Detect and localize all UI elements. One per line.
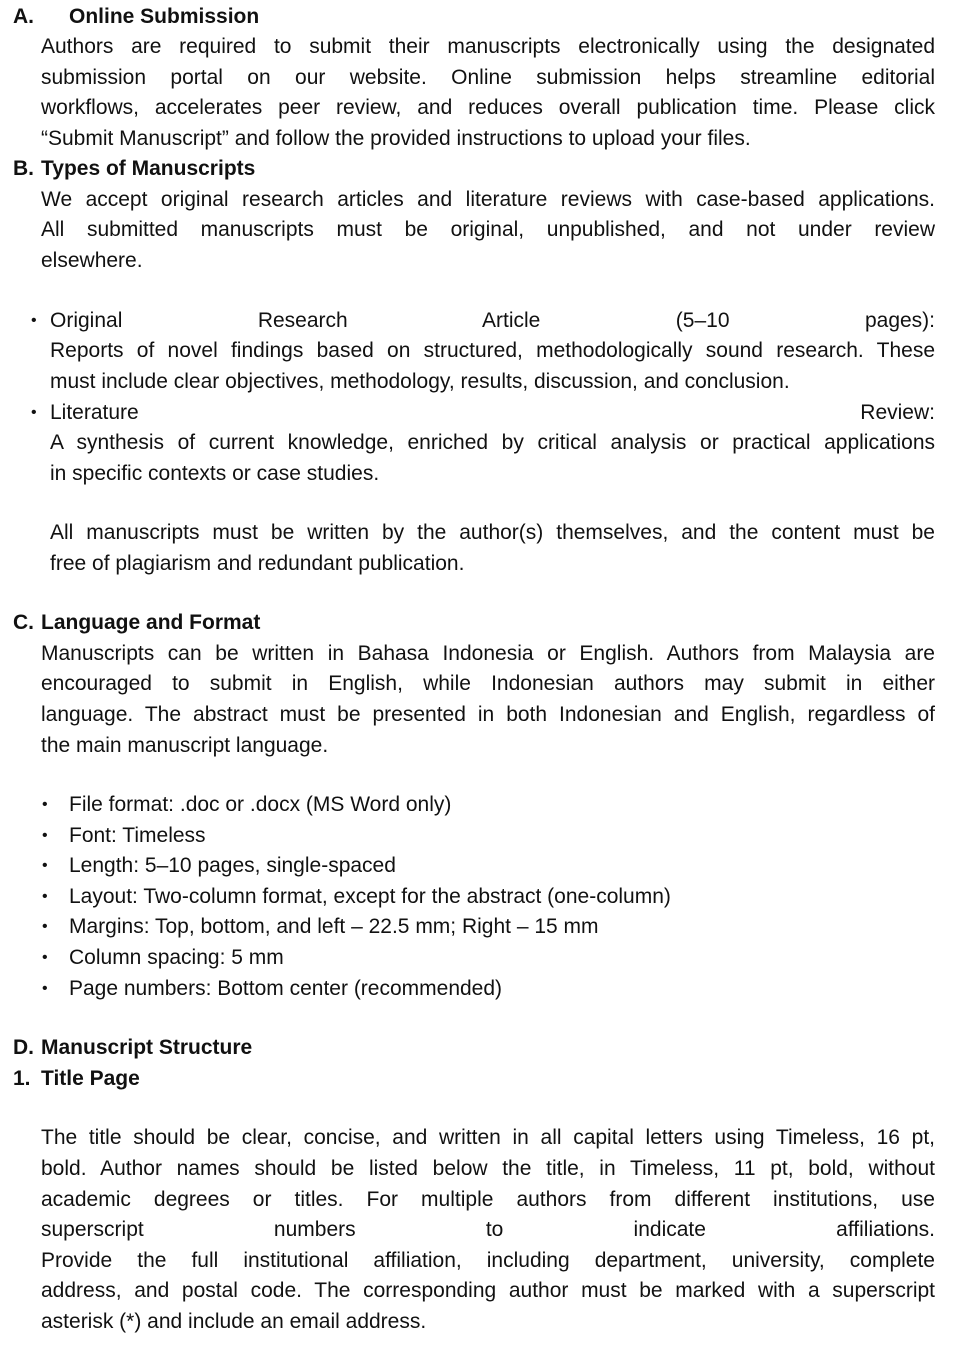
bullet-icon: •	[42, 949, 48, 966]
closing-line: free of plagiarism and redundant publication.	[50, 552, 465, 575]
type-description-line: A synthesis of current knowledge, enriched by critical analysis or practical applications	[50, 431, 935, 454]
format-item: Length: 5–10 pages, single-spaced	[69, 854, 396, 877]
paragraph-line: encouraged to submit in English, while Indonesian authors may submit in either	[41, 672, 935, 695]
paragraph-line: bold. Author names should be listed below the title, in Timeless, 11 pt, bold, without	[41, 1157, 935, 1180]
bullet-icon: •	[42, 857, 48, 874]
paragraph-line: elsewhere.	[41, 249, 143, 272]
paragraph-line: All submitted manuscripts must be original, unpublished, and not under review	[41, 218, 935, 241]
section-a-marker: A.	[13, 5, 34, 28]
paragraph-line: asterisk (*) and include an email address.	[41, 1310, 427, 1333]
section-b-marker: B.	[13, 157, 34, 180]
paragraph-line: language. The abstract must be presented in both Indonesian and English, regardless of	[41, 703, 935, 726]
format-item: Font: Timeless	[69, 824, 206, 847]
paragraph-line: Provide the full institutional affiliation, including department, university, complete	[41, 1249, 935, 1272]
paragraph-line: The title should be clear, concise, and written in all capital letters using Timeless, 16 pt,	[41, 1126, 935, 1149]
type-description-line: in specific contexts or case studies.	[50, 462, 380, 485]
section-a-title: Online Submission	[69, 5, 260, 28]
format-item: Page numbers: Bottom center (recommended)	[69, 977, 503, 1000]
format-item: Layout: Two-column format, except for the abstract (one-column)	[69, 885, 671, 908]
section-b-title: Types of Manuscripts	[41, 157, 256, 180]
bullet-icon: •	[42, 980, 48, 997]
paragraph-line: the main manuscript language.	[41, 734, 329, 757]
bullet-icon: •	[31, 404, 37, 421]
subsection-1-marker: 1.	[13, 1067, 31, 1090]
bullet-icon: •	[42, 796, 48, 813]
subsection-1-title: Title Page	[41, 1067, 140, 1090]
closing-line: All manuscripts must be written by the author(s) themselves, and the content must be	[50, 521, 935, 544]
format-item: File format: .doc or .docx (MS Word only)	[69, 793, 452, 816]
type-label: Original Research Article (5–10 pages):	[50, 309, 935, 332]
paragraph-line: We accept original research articles and literature reviews with case-based applications.	[41, 188, 935, 211]
section-c-title: Language and Format	[41, 611, 261, 634]
paragraph-line: address, and postal code. The corresponding author must be marked with a superscript	[41, 1279, 935, 1302]
type-description-line: Reports of novel findings based on structured, methodologically sound research. These	[50, 339, 935, 362]
type-description-line: must include clear objectives, methodology, results, discussion, and conclusion.	[50, 370, 790, 393]
paragraph-line: academic degrees or titles. For multiple authors from different institutions, use	[41, 1188, 935, 1211]
paragraph-line: “Submit Manuscript” and follow the provided instructions to upload your files.	[41, 127, 751, 150]
bullet-icon: •	[42, 827, 48, 844]
section-d-marker: D.	[13, 1036, 34, 1059]
format-item: Margins: Top, bottom, and left – 22.5 mm; Right – 15 mm	[69, 915, 599, 938]
format-item: Column spacing: 5 mm	[69, 946, 284, 969]
paragraph-line: submission portal on our website. Online submission helps streamline editorial	[41, 66, 935, 89]
type-label: Literature Review:	[50, 401, 935, 424]
paragraph-line: Authors are required to submit their manuscripts electronically using the designated	[41, 35, 935, 58]
paragraph-line: Manuscripts can be written in Bahasa Indonesia or English. Authors from Malaysia are	[41, 642, 935, 665]
paragraph-line: superscript numbers to indicate affiliations.	[41, 1218, 935, 1241]
bullet-icon: •	[42, 918, 48, 935]
section-d-title: Manuscript Structure	[41, 1036, 253, 1059]
paragraph-line: workflows, accelerates peer review, and reduces overall publication time. Please click	[41, 96, 935, 119]
bullet-icon: •	[42, 888, 48, 905]
bullet-icon: •	[31, 312, 37, 329]
section-c-marker: C.	[13, 611, 34, 634]
